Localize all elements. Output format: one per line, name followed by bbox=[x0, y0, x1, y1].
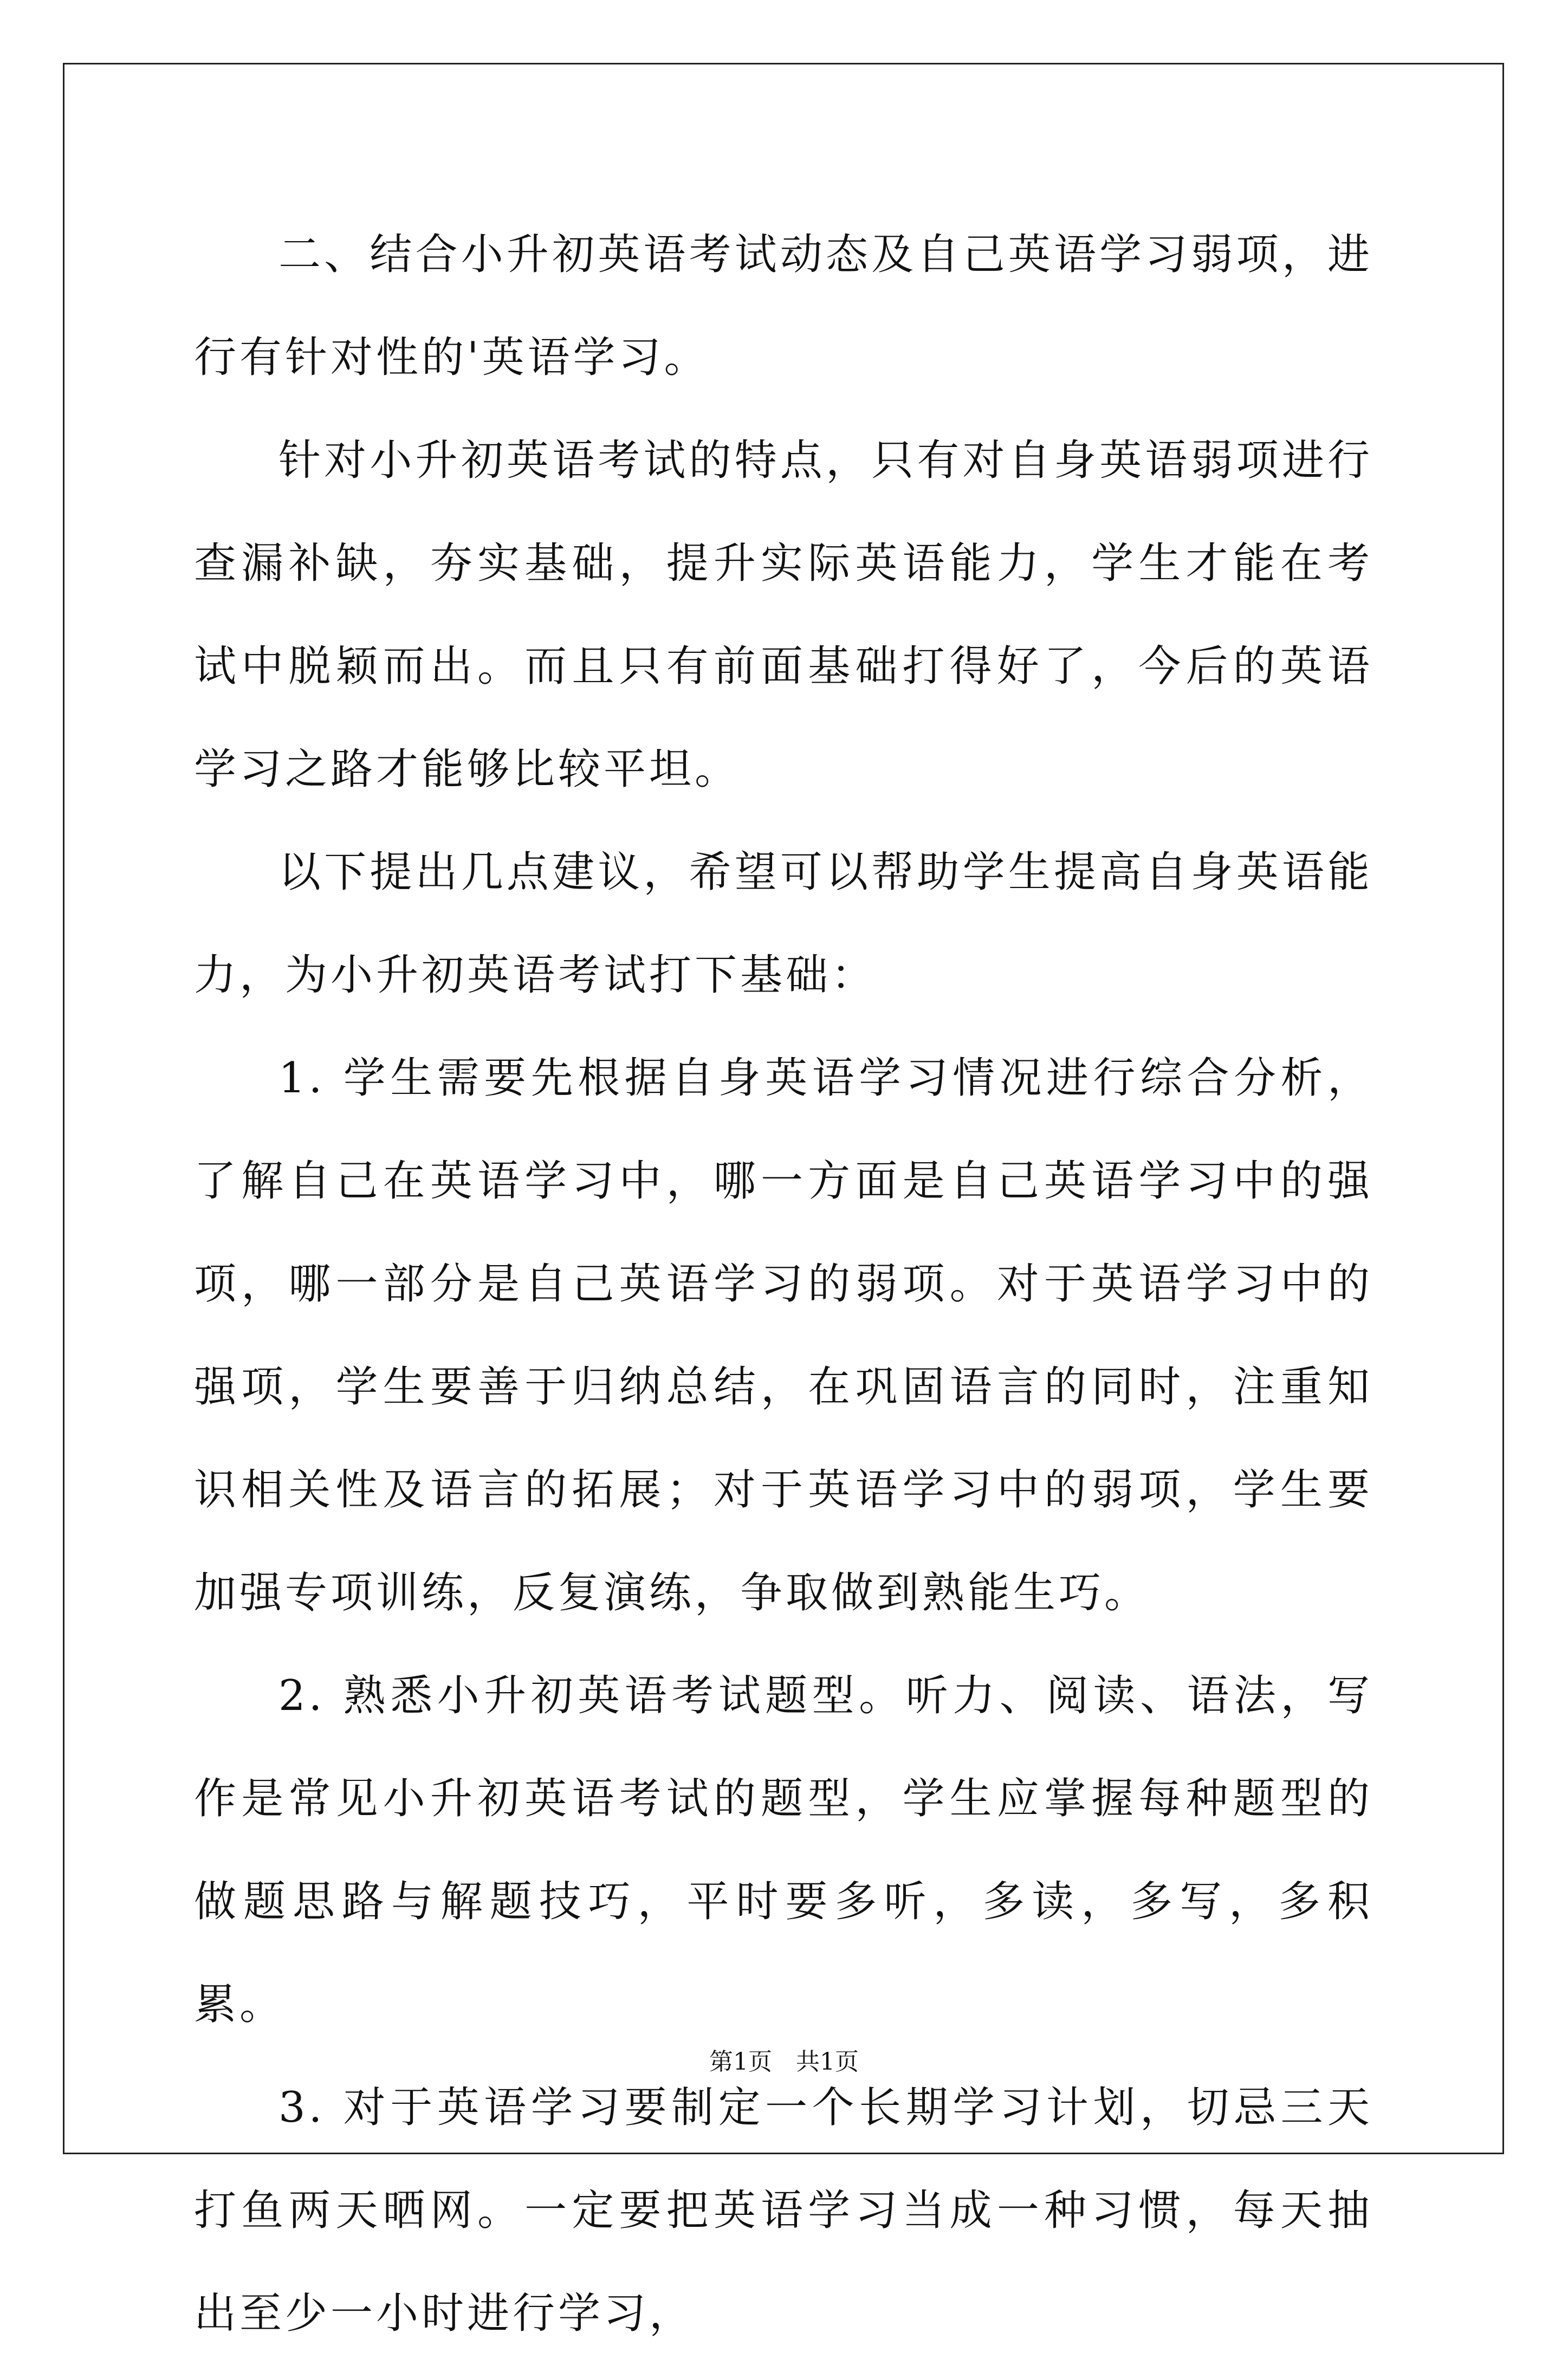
paragraph-3: 以下提出几点建议，希望可以帮助学生提高自身英语能力，为小升初英语考试打下基础： bbox=[194, 848, 1373, 1000]
paragraph-5: 2. 熟悉小升初英语考试题型。听力、阅读、语法，写作是常见小升初英语考试的题型，学生应掌握每种题型的做题思路与解题技巧，平时要多听，多读，多写，多积累。 bbox=[194, 1671, 1373, 2029]
paragraph-6: 3. 对于英语学习要制定一个长期学习计划，切忌三天打鱼两天晒网。一定要把英语学习当成一种习惯，每天抽出至少一小时进行学习， bbox=[194, 2083, 1373, 2338]
document-body bbox=[194, 203, 1373, 2365]
page-footer: 第1页 共1页 bbox=[709, 2048, 859, 2076]
paragraph-4: 1. 学生需要先根据自身英语学习情况进行综合分析，了解自己在英语学习中，哪一方面是自己英语学习中的强项，哪一部分是自己英语学习的弱项。对于英语学习中的强项，学生要善于归纳总结，在巩固语言的同时，注重知识相关性及语言的拓展；对于英语学习中的弱项，学生要加强专项训练，反复演练，争取做到熟能生巧。 bbox=[194, 1054, 1373, 1617]
paragraph-2: 针对小升初英语考试的特点，只有对自身英语弱项进行查漏补缺，夯实基础，提升实际英语能力，学生才能在考试中脱颖而出。而且只有前面基础打得好了，今后的英语学习之路才能够比较平坦。 bbox=[194, 436, 1373, 794]
paragraph-1: 二、结合小升初英语考试动态及自己英语学习弱项，进行有针对性的'英语学习。 bbox=[194, 230, 1373, 382]
